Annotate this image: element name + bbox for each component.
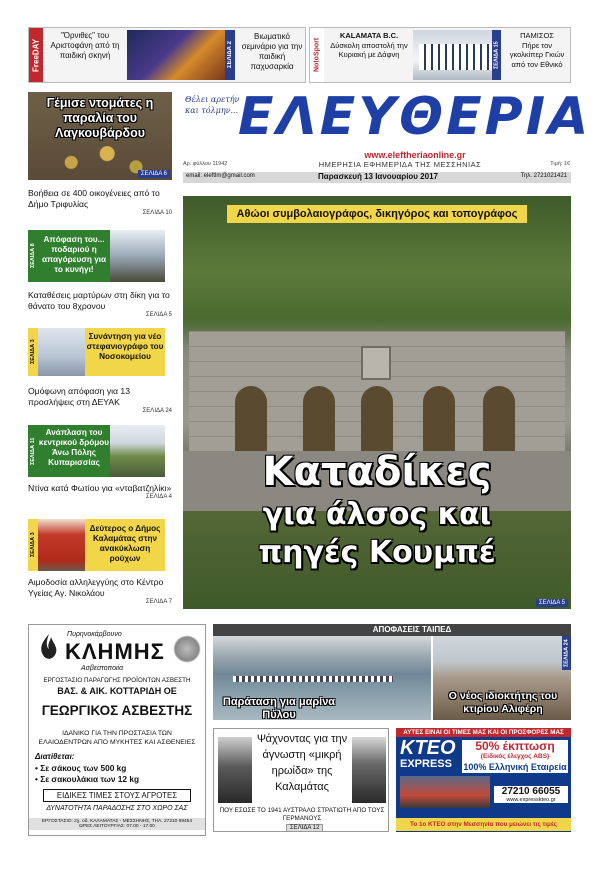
box-text: Ανάπλαση του κεντρικού δρόμου Άνω Πόλης Κυπαρισσίας — [38, 425, 110, 477]
taipeed-banner: ΑΠΟΦΑΣΕΙΣ ΤΑΙΠΕΔ — [372, 625, 452, 634]
soldier-portrait — [352, 737, 386, 803]
main-story-photo[interactable] — [183, 196, 571, 609]
kteo-top: ΑΥΤΕΣ ΕΙΝΑΙ ΟΙ ΤΙΜΕΣ ΜΑΣ ΚΑΙ ΟΙ ΠΡΟΣΦΟΡΕΣ ΜΑΣ — [396, 728, 571, 737]
theatre-photo — [127, 30, 235, 80]
building-photo — [433, 636, 571, 720]
pamisos-text: Πήρε τον γκολκίπερ Γκιών από τον Εθνικό — [509, 40, 565, 69]
sidebar-item-text: Αιμοδοσία αλληλεγγύης στο Κέντρο Υγείας Αγ. Νικολάου — [28, 577, 164, 598]
masthead-title: ΕΛΕΥΘΕΡΙΑ — [238, 87, 592, 147]
freeday-tag: FreeDAY — [29, 28, 43, 82]
sidebar-item[interactable] — [28, 577, 172, 605]
klimis-available: Διατίθεται: — [35, 752, 75, 761]
fountain-arch — [361, 386, 393, 451]
price: Τιμή: 1€ — [550, 161, 570, 167]
flame-logo-icon — [37, 633, 61, 663]
heroine-sub: ΠΟΥ ΕΣΩΣΕ ΤΟ 1941 ΑΥΣΤΡΑΛΟ ΣΤΡΑΤΙΩΤΗ ΑΠΟ ΤΟΥΣ ΓΕΡΜΑΝΟΥΣ — [219, 807, 385, 822]
kteo-discount-sub: (Ειδικός έλεγχος ABS) — [480, 753, 550, 760]
kteo-contact — [494, 786, 568, 803]
klimis-brand: ΚΛΗΜΗΣ — [65, 639, 165, 664]
headline-line-1: Καταδίκες — [262, 449, 492, 495]
team-photo — [413, 30, 501, 80]
klimis-line2: ΒΑΣ. & ΑΙΚ. ΚΟΤΤΑΡΙΔΗ ΟΕ — [57, 686, 177, 696]
masthead-subtitle: ΗΜΕΡΗΣΙΑ ΕΦΗΜΕΡΙΔΑ ΤΗΣ ΜΕΣΣΗΝΙΑΣ — [318, 160, 482, 169]
klimis-line1: ΕΡΓΟΣΤΑΣΙΟ ΠΑΡΑΓΩΓΗΣ ΠΡΟΪΟΝΤΩΝ ΑΣΒΕΣΤΗ — [43, 677, 191, 684]
klimis-pack1: • Σε σάκους των 500 kg — [35, 763, 127, 773]
box-text: Δεύτερος ο Δήμος Καλαμάτας στην ανακύκλωση ρούχων — [85, 519, 165, 571]
kteo-bottom: Το 1ο ΚΤΕΟ στην Μεσσηνία που μειώνει τις τιμές — [396, 818, 571, 831]
box-text: Απόφαση του... ποδαριού η απαγόρευση για το κυνήγι! — [38, 230, 110, 282]
kteo-phone: 27210 66055 — [501, 786, 561, 797]
fountain-arch — [483, 386, 515, 451]
ad-klimis[interactable] — [28, 624, 206, 836]
klimis-hours: ΩΡΕΣ ΛΕΙΤΟΥΡΓΙΑΣ: 07.00 - 17.00 — [79, 824, 155, 829]
tomatoes-page: ΣΕΛΙΔΑ 6 — [138, 170, 170, 178]
sidebar-box-hospital[interactable] — [28, 328, 165, 376]
kicker-wrap — [183, 204, 571, 223]
heroine-headline: Ψάχνοντας για την άγνωστη «μικρή ηρωίδα» της Καλαμάτας — [256, 733, 348, 793]
taipeed-banner-bar — [213, 624, 571, 636]
tomatoes-photo[interactable] — [28, 92, 172, 180]
fountain-plaque — [361, 346, 391, 380]
recycling-bin-photo — [38, 519, 85, 571]
sidebar-item-page: ΣΕΛΙΔΑ 4 — [145, 494, 172, 500]
ad-kteo[interactable] — [396, 728, 571, 832]
kteo-discount: 50% έκπτωση — [475, 739, 555, 753]
klimis-prices: ΕΙΔΙΚΕΣ ΤΙΜΕΣ ΣΤΟΥΣ ΑΓΡΟΤΕΣ — [43, 789, 191, 802]
fountain-arch — [303, 386, 335, 451]
hospital-photo — [38, 328, 85, 376]
sidebar-item-text: Βοήθεια σε 400 οικογένειες από το Δήμο Τριφυλίας — [28, 188, 160, 209]
klimis-brand-top: Πυρηνοκάρβουνο — [67, 631, 122, 638]
sidebar-box-recycling[interactable] — [28, 519, 165, 571]
box-tag: ΣΕΛΙΔΑ 3 — [28, 328, 38, 376]
freeday-page: ΣΕΛΙΔΑ 2 — [227, 41, 233, 69]
issue-number: Αρ. φύλλου 11942 — [183, 161, 228, 167]
date-bar — [183, 172, 571, 183]
sidebar-item-text: Καταθέσεις μαρτύρων στη δίκη για το θάνατο του 8χρονου — [28, 290, 170, 311]
sidebar-item[interactable] — [28, 290, 172, 318]
top-teaser-right[interactable] — [309, 27, 571, 83]
kteo-brand2: EXPRESS — [400, 758, 452, 770]
phone: Τηλ. 2721021421 — [520, 173, 567, 179]
kteo-offer — [462, 740, 568, 773]
taipeed-page: ΣΕΛΙΔΑ 24 — [562, 636, 571, 670]
klimis-desc: ΙΔΑΝΙΚΟ ΓΙΑ ΤΗΝ ΠΡΟΣΤΑΣΙΑ ΤΩΝ ΕΛΑΙΟΔΕΝΤΡΩΝ ΑΠΟ ΜΥΚΗΤΕΣ ΚΑΙ ΑΣΘΕΝΕΙΕΣ — [38, 730, 196, 746]
sidebar-item[interactable] — [28, 483, 172, 500]
street-photo — [110, 425, 165, 477]
klimis-address: ΕΡΓΟΣΤΑΣΙΟ: 2χ. οδ. ΚΑΛΑΜΑΤΑΣ - ΜΕΣΣΗΝΗΣ, ΤΗΛ. 27210 69454 — [41, 819, 193, 824]
headline-line-3: πηγές Κουμπέ — [258, 535, 496, 570]
marina-caption: Παράταση για μαρίνα Πύλου — [222, 696, 336, 721]
box-tag: ΣΕΛΙΔΑ 11 — [28, 425, 38, 477]
kteo-greek: 100% Ελληνική Εταιρεία — [463, 762, 567, 772]
lime-splash-icon — [173, 635, 201, 663]
email[interactable]: email: eleftlm@gmail.com — [186, 173, 255, 179]
main-headline — [183, 448, 571, 572]
sidebar-box-kyparissia[interactable] — [28, 425, 165, 477]
motto: Θέλει αρετήν και τόλμην... — [185, 95, 240, 115]
box-text: Συνάντηση για νέο στεφανιογράφο του Νοσοκομείου — [85, 328, 165, 376]
notosport-title: KALAMATA B.C. — [339, 31, 399, 40]
klimis-product: ΓΕΩΡΓΙΚΟΣ ΑΣΒΕΣΤΗΣ — [41, 703, 193, 718]
kteo-building-photo — [400, 776, 490, 808]
fountain-arch — [235, 386, 267, 451]
klimis-delivery: ΔΥΝΑΤΟΤΗΤΑ ΠΑΡΑΔΟΣΗΣ ΣΤΟ ΧΩΡΟ ΣΑΣ — [46, 805, 188, 812]
masthead-website[interactable]: www.eleftheriaonline.gr — [364, 150, 466, 160]
girl-portrait — [218, 737, 252, 803]
sidebar — [28, 188, 172, 216]
sidebar-item-page: ΣΕΛΙΔΑ 10 — [142, 210, 172, 216]
hunting-photo — [110, 230, 165, 282]
marina-boats — [233, 676, 393, 682]
notosport-teaser — [327, 31, 411, 60]
seminar-text: Βιωματικό σεμινάριο για την παιδική παχυσαρκία — [241, 32, 303, 71]
pamisos-teaser — [505, 31, 569, 69]
sidebar-item[interactable] — [28, 188, 172, 216]
tomatoes-headline: Γέμισε ντομάτες η παραλία του Λαγκουβάρδου — [46, 96, 154, 140]
taipeed-section[interactable] — [213, 624, 571, 720]
sidebar-item-page: ΣΕΛΙΔΑ 7 — [145, 599, 172, 605]
main-kicker: Αθώοι συμβολαιογράφος, δικηγόρος και τοπογράφος — [227, 205, 528, 223]
sidebar-box-hunting[interactable] — [28, 230, 165, 282]
sidebar-item[interactable] — [28, 386, 172, 414]
notosport-tag: NotoSport — [310, 28, 324, 82]
sidebar-item-page: ΣΕΛΙΔΑ 5 — [145, 312, 172, 318]
box-tag: ΣΕΛΙΔΑ 8 — [28, 230, 38, 282]
klimis-footer — [29, 818, 205, 830]
headline-line-2: για άλσος και — [262, 497, 492, 532]
top-teaser-left[interactable] — [28, 27, 306, 83]
date: Παρασκευή 13 Ιανουαρίου 2017 — [318, 172, 438, 181]
kteo-web[interactable]: www.expressktеo.gr — [506, 797, 556, 803]
pamisos-title: ΠΑΜΙΣΟΣ — [520, 31, 554, 40]
sidebar-item-text: Ντίνα κατά Φωτίου για «νταβατζηλίκι» — [28, 483, 172, 493]
heroine-story[interactable] — [213, 728, 389, 832]
freeday-text: "Όρνιθες" του Αριστοφάνη από τη παιδική σκηνή — [50, 31, 120, 60]
box-tag: ΣΕΛΙΔΑ 3 — [28, 519, 38, 571]
notosport-text: Δύσκολη αποστολή την Κυριακή με Δάφνη — [330, 40, 408, 59]
klimis-pack2: • Σε σακουλάκια των 12 kg — [35, 774, 140, 784]
main-page: ΣΕΛΙΔΑ 5 — [536, 599, 568, 607]
fountain-arch — [423, 386, 455, 451]
sidebar-item-text: Ομόφωνη απόφαση για 13 προσλήψεις στη ΔΕΥΑΚ — [28, 386, 130, 407]
building-caption: Ο νέος ιδιοκτήτης του κτιρίου Αλιφέρη — [448, 690, 558, 715]
klimis-brand-sub: Ασβεστοποιία — [81, 665, 124, 672]
sidebar-item-page: ΣΕΛΙΔΑ 24 — [142, 408, 172, 414]
notosport-page: ΣΕΛΙΔΑ 15 — [493, 41, 500, 69]
marina-photo — [213, 636, 431, 720]
kteo-brand: ΚΤΕΟ — [400, 737, 456, 759]
heroine-page: ΣΕΛΙΔΑ 12 — [286, 824, 323, 832]
